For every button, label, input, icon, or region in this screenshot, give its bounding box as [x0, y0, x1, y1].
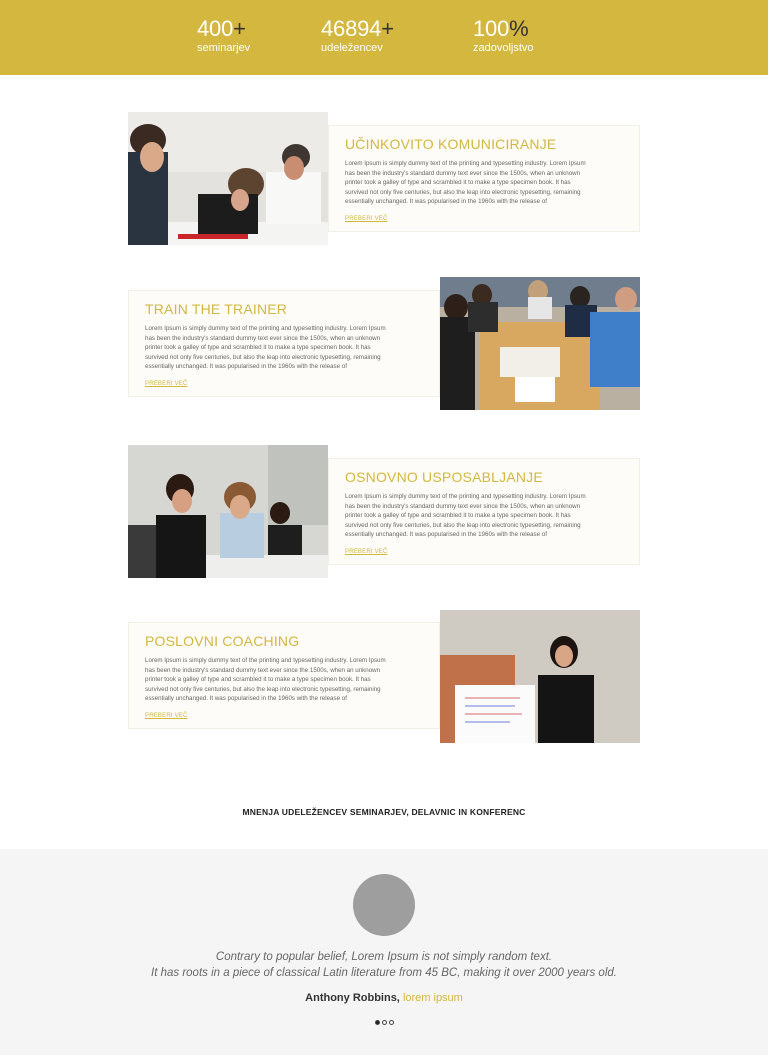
testimonial-quote [0, 949, 768, 981]
carousel-dots [0, 1020, 768, 1025]
section-photo [440, 277, 640, 410]
stat-label: zadovoljstvo [473, 42, 534, 54]
section-row [128, 112, 640, 245]
carousel-dot[interactable] [389, 1020, 394, 1025]
stat-satisfaction [473, 16, 534, 54]
section-card [328, 458, 640, 565]
author-name: Anthony Robbins, [305, 992, 400, 1004]
section-card [128, 290, 440, 397]
testimonials-section [0, 849, 768, 1055]
section-row [128, 277, 640, 410]
stat-suffix: + [233, 16, 246, 41]
photo-meeting-table [128, 112, 328, 245]
section-card [128, 622, 440, 729]
stat-number: 400 [197, 16, 234, 41]
testimonial-author [0, 992, 768, 1004]
stat-participants [321, 16, 394, 54]
section-photo [128, 112, 328, 245]
section-text: Lorem Ipsum is simply dummy text of the printing and typesetting industry. Lorem Ipsum has been the industry's standard dummy text ever since the 1500s, when an unknown printer took a galley of type and scrambled it to make a type specimen book. It has survived not only five centuries, but also the leap into electronic typesetting, remaining essentially unchanged. It was popularised in the 1960s with the release of [345, 493, 586, 538]
photo-group-workshop [440, 277, 640, 410]
stat-suffix: + [381, 16, 394, 41]
section-photo [440, 610, 640, 743]
section-photo [128, 445, 328, 578]
author-role: lorem ipsum [402, 992, 463, 1004]
read-more-link[interactable]: PREBERI VEČ [345, 216, 388, 222]
section-row [128, 610, 640, 743]
read-more-link[interactable]: PREBERI VEČ [345, 549, 388, 555]
section-card [328, 125, 640, 232]
section-text: Lorem Ipsum is simply dummy text of the printing and typesetting industry. Lorem Ipsum has been the industry's standard dummy text ever since the 1500s, when an unknown printer took a galley of type and scrambled it to make a type specimen book. It has survived not only five centuries, but also the leap into electronic typesetting, remaining essentially unchanged. It was popularised in the 1960s with the release of [145, 325, 386, 370]
testimonials-title: MNENJA UDELEŽENCEV SEMINARJEV, DELAVNIC IN KONFERENC [242, 807, 526, 817]
stat-number: 100 [473, 16, 510, 41]
stats-bar [0, 0, 768, 75]
section-title: OSNOVNO USPOSABLJANJE [345, 469, 543, 485]
section-title: TRAIN THE TRAINER [145, 301, 288, 317]
stat-label: udeležencev [321, 42, 383, 54]
avatar [353, 874, 415, 936]
section-title: UČINKOVITO KOMUNICIRANJE [345, 136, 557, 152]
section-text: Lorem Ipsum is simply dummy text of the printing and typesetting industry. Lorem Ipsum has been the industry's standard dummy text ever since the 1500s, when an unknown printer took a galley of type and scrambled it to make a type specimen book. It has survived not only five centuries, but also the leap into electronic typesetting, remaining essentially unchanged. It was popularised in the 1960s with the release of [145, 657, 386, 702]
carousel-dot[interactable] [382, 1020, 387, 1025]
stat-suffix: % [509, 16, 529, 41]
section-title: POSLOVNI COACHING [145, 633, 300, 649]
stat-label: seminarjev [197, 42, 251, 54]
stat-number: 46894 [321, 16, 382, 41]
carousel-dot[interactable] [375, 1020, 380, 1025]
quote-line: It has roots in a piece of classical Latin literature from 45 BC, making it over 2000 years old. [151, 967, 617, 979]
photo-training-session [128, 445, 328, 578]
read-more-link[interactable]: PREBERI VEČ [145, 713, 188, 719]
read-more-link[interactable]: PREBERI VEČ [145, 381, 188, 387]
photo-coaching-flipchart [440, 610, 640, 743]
stat-seminars [197, 16, 250, 54]
section-text: Lorem Ipsum is simply dummy text of the printing and typesetting industry. Lorem Ipsum has been the industry's standard dummy text ever since the 1500s, when an unknown printer took a galley of type and scrambled it to make a type specimen book. It has survived not only five centuries, but also the leap into electronic typesetting, remaining essentially unchanged. It was popularised in the 1960s with the release of [345, 160, 586, 205]
quote-line: Contrary to popular belief, Lorem Ipsum is not simply random text. [215, 951, 553, 963]
section-row [128, 445, 640, 578]
